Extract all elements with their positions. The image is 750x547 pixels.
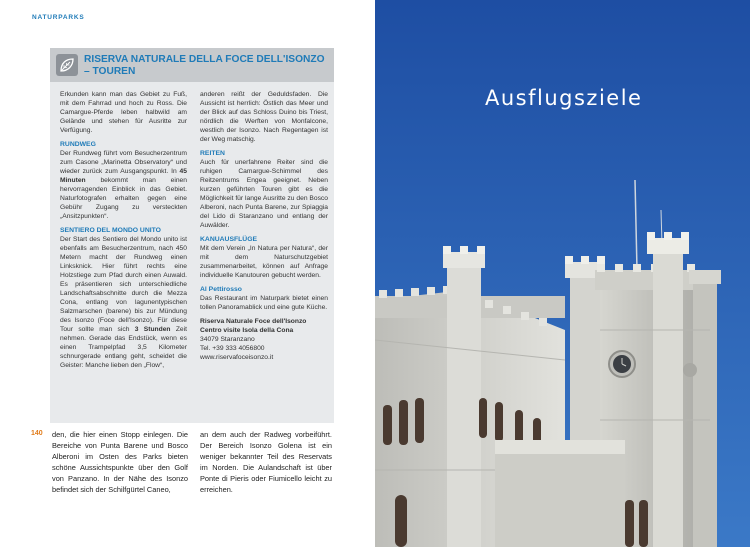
contact-name: Riserva Naturale Foce dell'Isonzo (200, 318, 307, 325)
rundweg-duration: 45 Minuten (60, 168, 187, 184)
pettirosso-text: Das Restaurant im Naturpark bietet einen tollen Panoramablick und eine gute Küche. (200, 295, 328, 311)
col2-intro-text: anderen reißt der Geduldsfaden. Die Aussicht ist herrlich: Östlich das Meer und der Blick auf das Schloss Duino bis Triest, nördlich die Werften von Monfalcone, westlich der Isonzo. Nach Regentagen ist der Weg matschig. (200, 91, 328, 143)
sentiero-text (60, 235, 187, 370)
rundweg-text-b: bekommt man einen hervorragenden Einblick in das Gebiet. Naturfotografen erhalten gegen eine Gebühr Zugang zu versteckten „Ansitzpunkten“. (60, 177, 187, 220)
leaf-icon (56, 54, 78, 76)
section-heading-rundweg: RUNDWEG (60, 141, 96, 148)
body-column-2 (200, 429, 332, 495)
infobox-header (50, 48, 334, 82)
sentiero-text-a: Der Start des Sentiero del Mondo unito ist ebenfalls am Besucherzentrum, nach 450 Metern macht der Rundweg einen Linksknick. Hier führt rechts eine Holzstiege zum Pfad durch einen Auwald. Es präsentieren sich unterschiedliche Landschaftsabschnitte durch die Mezza Cona, entlang von lagunentypischen Salzmarschen (barene) bis zur Mündung des Isonzo (Foce dell'Isonzo). Für diese Tour sollte man sich (60, 236, 187, 333)
infobox-title: RISERVA NATURALE DELLA FOCE DELL'ISONZO – TOUREN (84, 54, 325, 77)
section-heading-sentiero: SENTIERO DEL MONDO UNITO (60, 227, 161, 234)
reiten-text: Auch für unerfahrene Reiter sind die ruhigen Camargue-Schimmel des Reitzentrums Engea geeignet. Neben kurzen geführten Touren gibt es die Möglichkeit für lange Ausritte zu den Bosco Alberoni, nach Punta Barene, zur Spiaggia del Lido di Staranzano und entlang der Auwälder. (200, 159, 328, 229)
infobox-column-1 (60, 90, 187, 370)
page-heading: Ausflugsziele (485, 86, 643, 110)
body-column-1 (52, 429, 188, 495)
contact-block (200, 317, 328, 362)
contact-phone: Tel. +39 333 4056800 (200, 345, 265, 352)
sentiero-text-b: Zeit nehmen. Gerade das Endstück, wenn es einen Trampelpfad 3,5 Kilometer schnurgerade entlang geht, scheidet die Geister: Manche lieben den „Flow“, (60, 326, 187, 369)
body-text-2: an dem auch der Radweg vorbeiführt. Der Bereich Isonzo Golena ist ein weniger bekannter Teil des Reservats im Norden. Die Aulandschaft ist über Ponte di Pieris oder Fiumicello leicht zu erreichen. (200, 430, 332, 494)
page-number: 140 (31, 430, 43, 437)
contact-address: 34079 Staranzano (200, 336, 255, 343)
body-text-1: den, die hier einen Stopp einlegen. Die Bereiche von Punta Barene und Bosco Alberoni im Osten des Parks bieten schöne Aussichtspunkte über den Golf von Panzano. In der Nähe des Isonzo befindet sich der Schilfgürtel Caneo, (52, 430, 188, 494)
running-header: NATURPARKS (32, 14, 85, 21)
section-heading-reiten: REITEN (200, 150, 225, 157)
intro-text: Erkunden kann man das Gebiet zu Fuß, mit dem Fahrrad und hoch zu Ross. Die Camargue-Pferde leben halbwild am Gelände und stehen für Ausritte zur Verfügung. (60, 91, 187, 134)
infobox-column-2 (200, 90, 328, 362)
kanu-text: Mit dem Verein „In Natura per Natura“, der mit dem Naturschutzgebiet zusammenarbeitet, können auf Anfrage individuelle Kanutouren gebucht werden. (200, 245, 328, 279)
contact-web: www.riservafoceisonzo.it (200, 354, 274, 361)
rundweg-text-a: Der Rundweg führt vom Besucherzentrum zum Casone „Marinetta Observatory“ und wieder zurück zum Ausgangspunkt. In (60, 150, 187, 175)
rundweg-text (60, 149, 187, 221)
right-page (375, 0, 750, 547)
section-heading-pettirosso: Al Pettirosso (200, 286, 242, 293)
contact-centre: Centro visite Isola della Cona (200, 327, 294, 334)
castle-photo (375, 0, 750, 547)
sentiero-duration: 3 Stunden (134, 326, 171, 333)
section-heading-kanu: KANUAUSFLÜGE (200, 236, 258, 243)
